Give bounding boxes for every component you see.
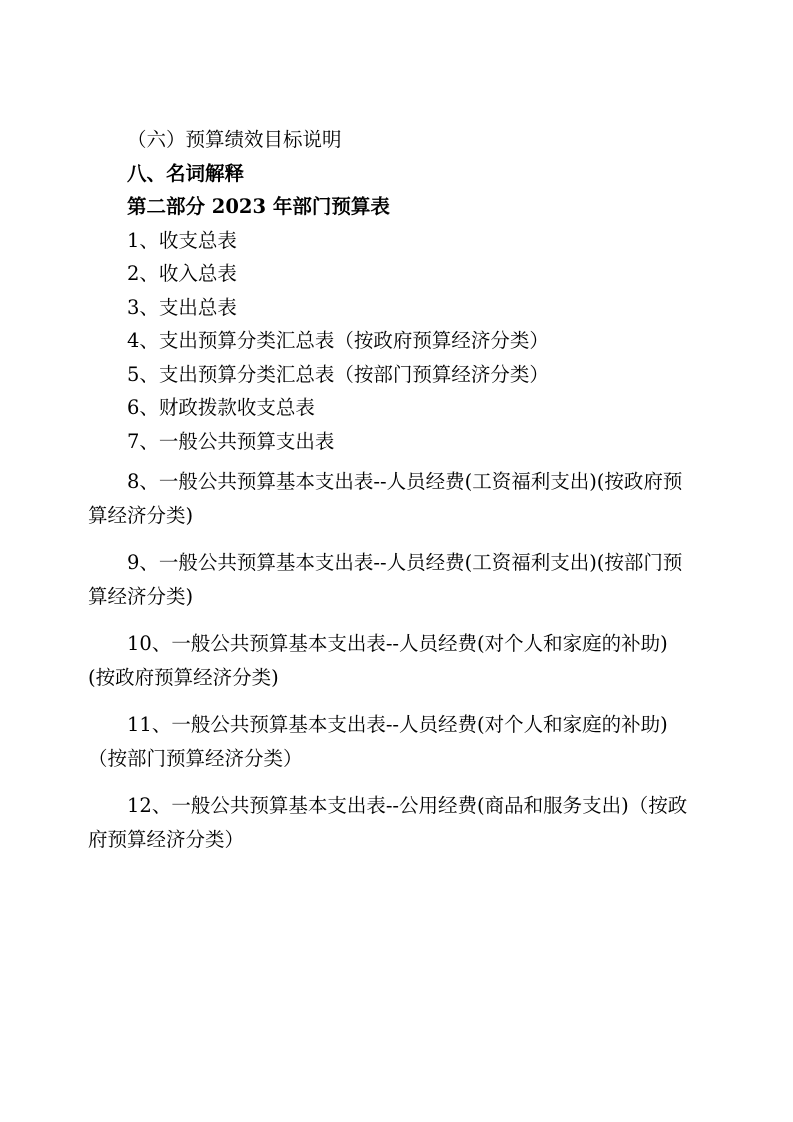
table-item-9: 9、一般公共预算基本支出表--人员经费(工资福利支出)(按部门预算经济分类)	[88, 551, 683, 608]
table-item-11: 11、一般公共预算基本支出表--人员经费(对个人和家庭的补助)（按部门预算经济分类）	[88, 713, 668, 770]
table-item-5: 5、支出预算分类汇总表（按部门预算经济分类）	[127, 362, 549, 386]
table-item-2: 2、收入总表	[127, 262, 237, 285]
table-item-7: 7、一般公共预算支出表	[127, 429, 335, 453]
table-item-12: 12、一般公共预算基本支出表--公用经费(商品和服务支出)（按政府预算经济分类）	[88, 794, 688, 851]
part-two-heading: 第二部分 2023 年部门预算表	[127, 195, 390, 218]
table-item-10: 10、一般公共预算基本支出表--人员经费(对个人和家庭的补助)(按政府预算经济分类)	[88, 632, 668, 689]
toc-item-6: （六）预算绩效目标说明	[127, 128, 342, 151]
table-item-1: 1、收支总表	[127, 228, 237, 252]
section-heading-eight: 八、名词解释	[127, 161, 245, 185]
table-item-3: 3、支出总表	[127, 295, 237, 319]
document-body	[88, 130, 693, 856]
table-item-6: 6、财政拨款收支总表	[127, 396, 315, 419]
table-item-4: 4、支出预算分类汇总表（按政府预算经济分类）	[127, 329, 549, 352]
table-item-8: 8、一般公共预算基本支出表--人员经费(工资福利支出)(按政府预算经济分类)	[88, 470, 683, 527]
